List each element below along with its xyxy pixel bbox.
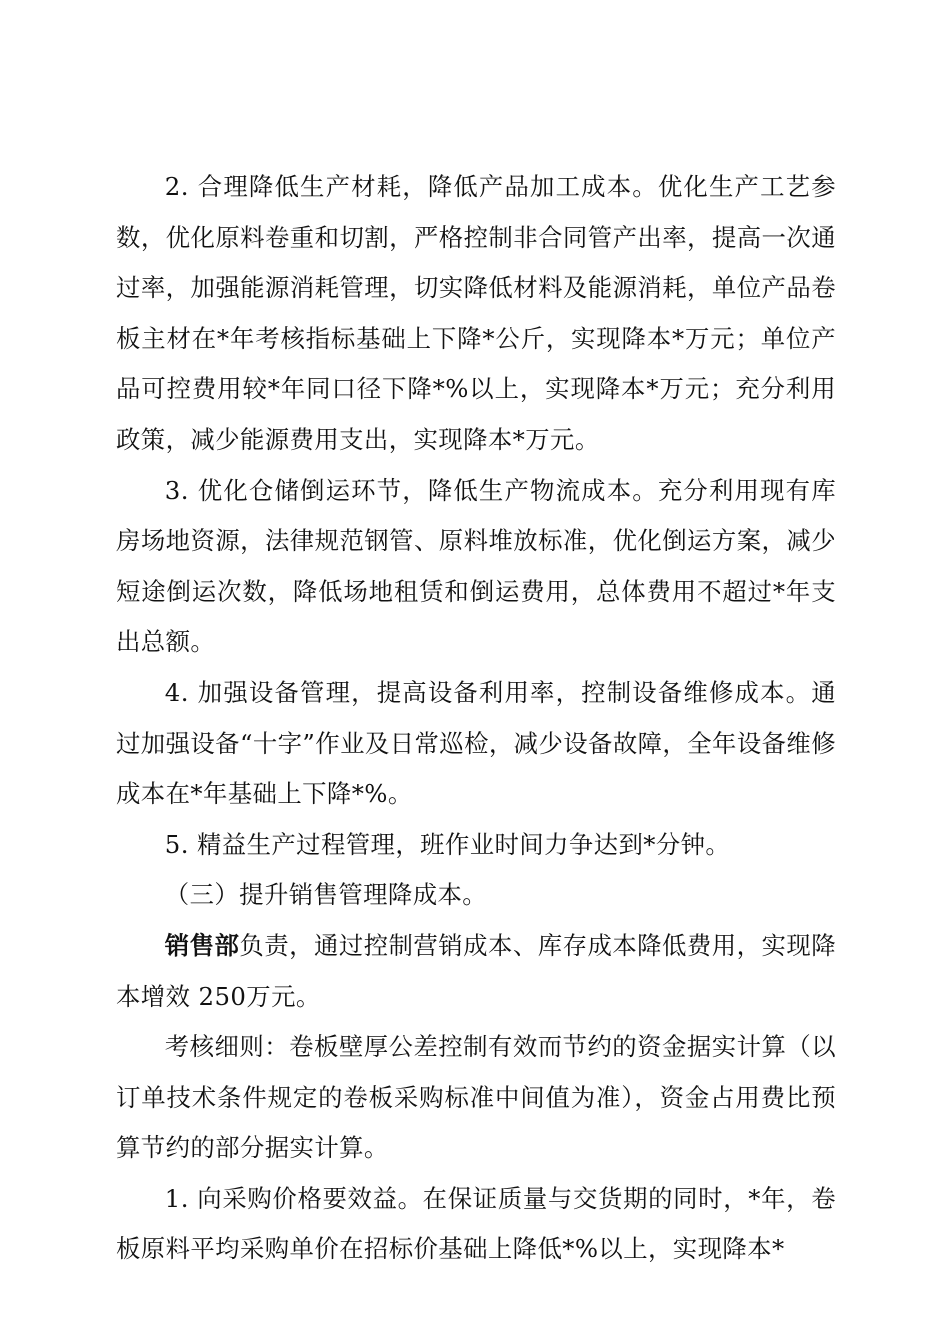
paragraph-item-5-lean-production: 5. 精益生产过程管理，班作业时间力争达到*分钟。 [164,829,731,859]
paragraph-sales-responsibility [116,921,836,1022]
paragraph-item-2-material-consumption: 2. 合理降低生产材耗，降低产品加工成本。优化生产工艺参数，优化原料卷重和切割，严格控制非合同管产出率，提高一次通过率，加强能源消耗管理，切实降低材料及能源消耗，单位产品卷板主材在*年考核指标基础上下降*公斤，实现降本*万元；单位产品可控费用较*年同口径下降*%以上，实现降本*万元；充分利用政策，减少能源费用支出，实现降本*万元。 [116,172,836,454]
paragraph-item-3-warehouse-logistics: 3. 优化仓储倒运环节，降低生产物流成本。充分利用现有库房场地资源，法律规范钢管、原料堆放标准，优化倒运方案，减少短途倒运次数，降低场地租赁和倒运费用，总体费用不超过*年支出总额。 [116,475,836,657]
sales-responsibility-text: 负责，通过控制营销成本、库存成本降低费用，实现降本增效 250万元。 [116,930,836,1011]
section-heading-sales: （三）提升销售管理降成本。 [164,880,488,910]
sales-department-label: 销售部 [164,930,240,960]
paragraph-item-4-equipment-management: 4. 加强设备管理，提高设备利用率，控制设备维修成本。通过加强设备“十字”作业及日常巡检，减少设备故障，全年设备维修成本在*年基础上下降*%。 [116,677,836,809]
document-page [116,162,836,1275]
paragraph-assessment-details: 考核细则：卷板壁厚公差控制有效而节约的资金据实计算（以订单技术条件规定的卷板采购标准中间值为准），资金占用费比预算节约的部分据实计算。 [116,1032,836,1163]
paragraph-item-1-purchase-price: 1. 向采购价格要效益。在保证质量与交货期的同时，*年，卷板原料平均采购单价在招标价基础上降低*%以上，实现降本* [116,1183,836,1264]
